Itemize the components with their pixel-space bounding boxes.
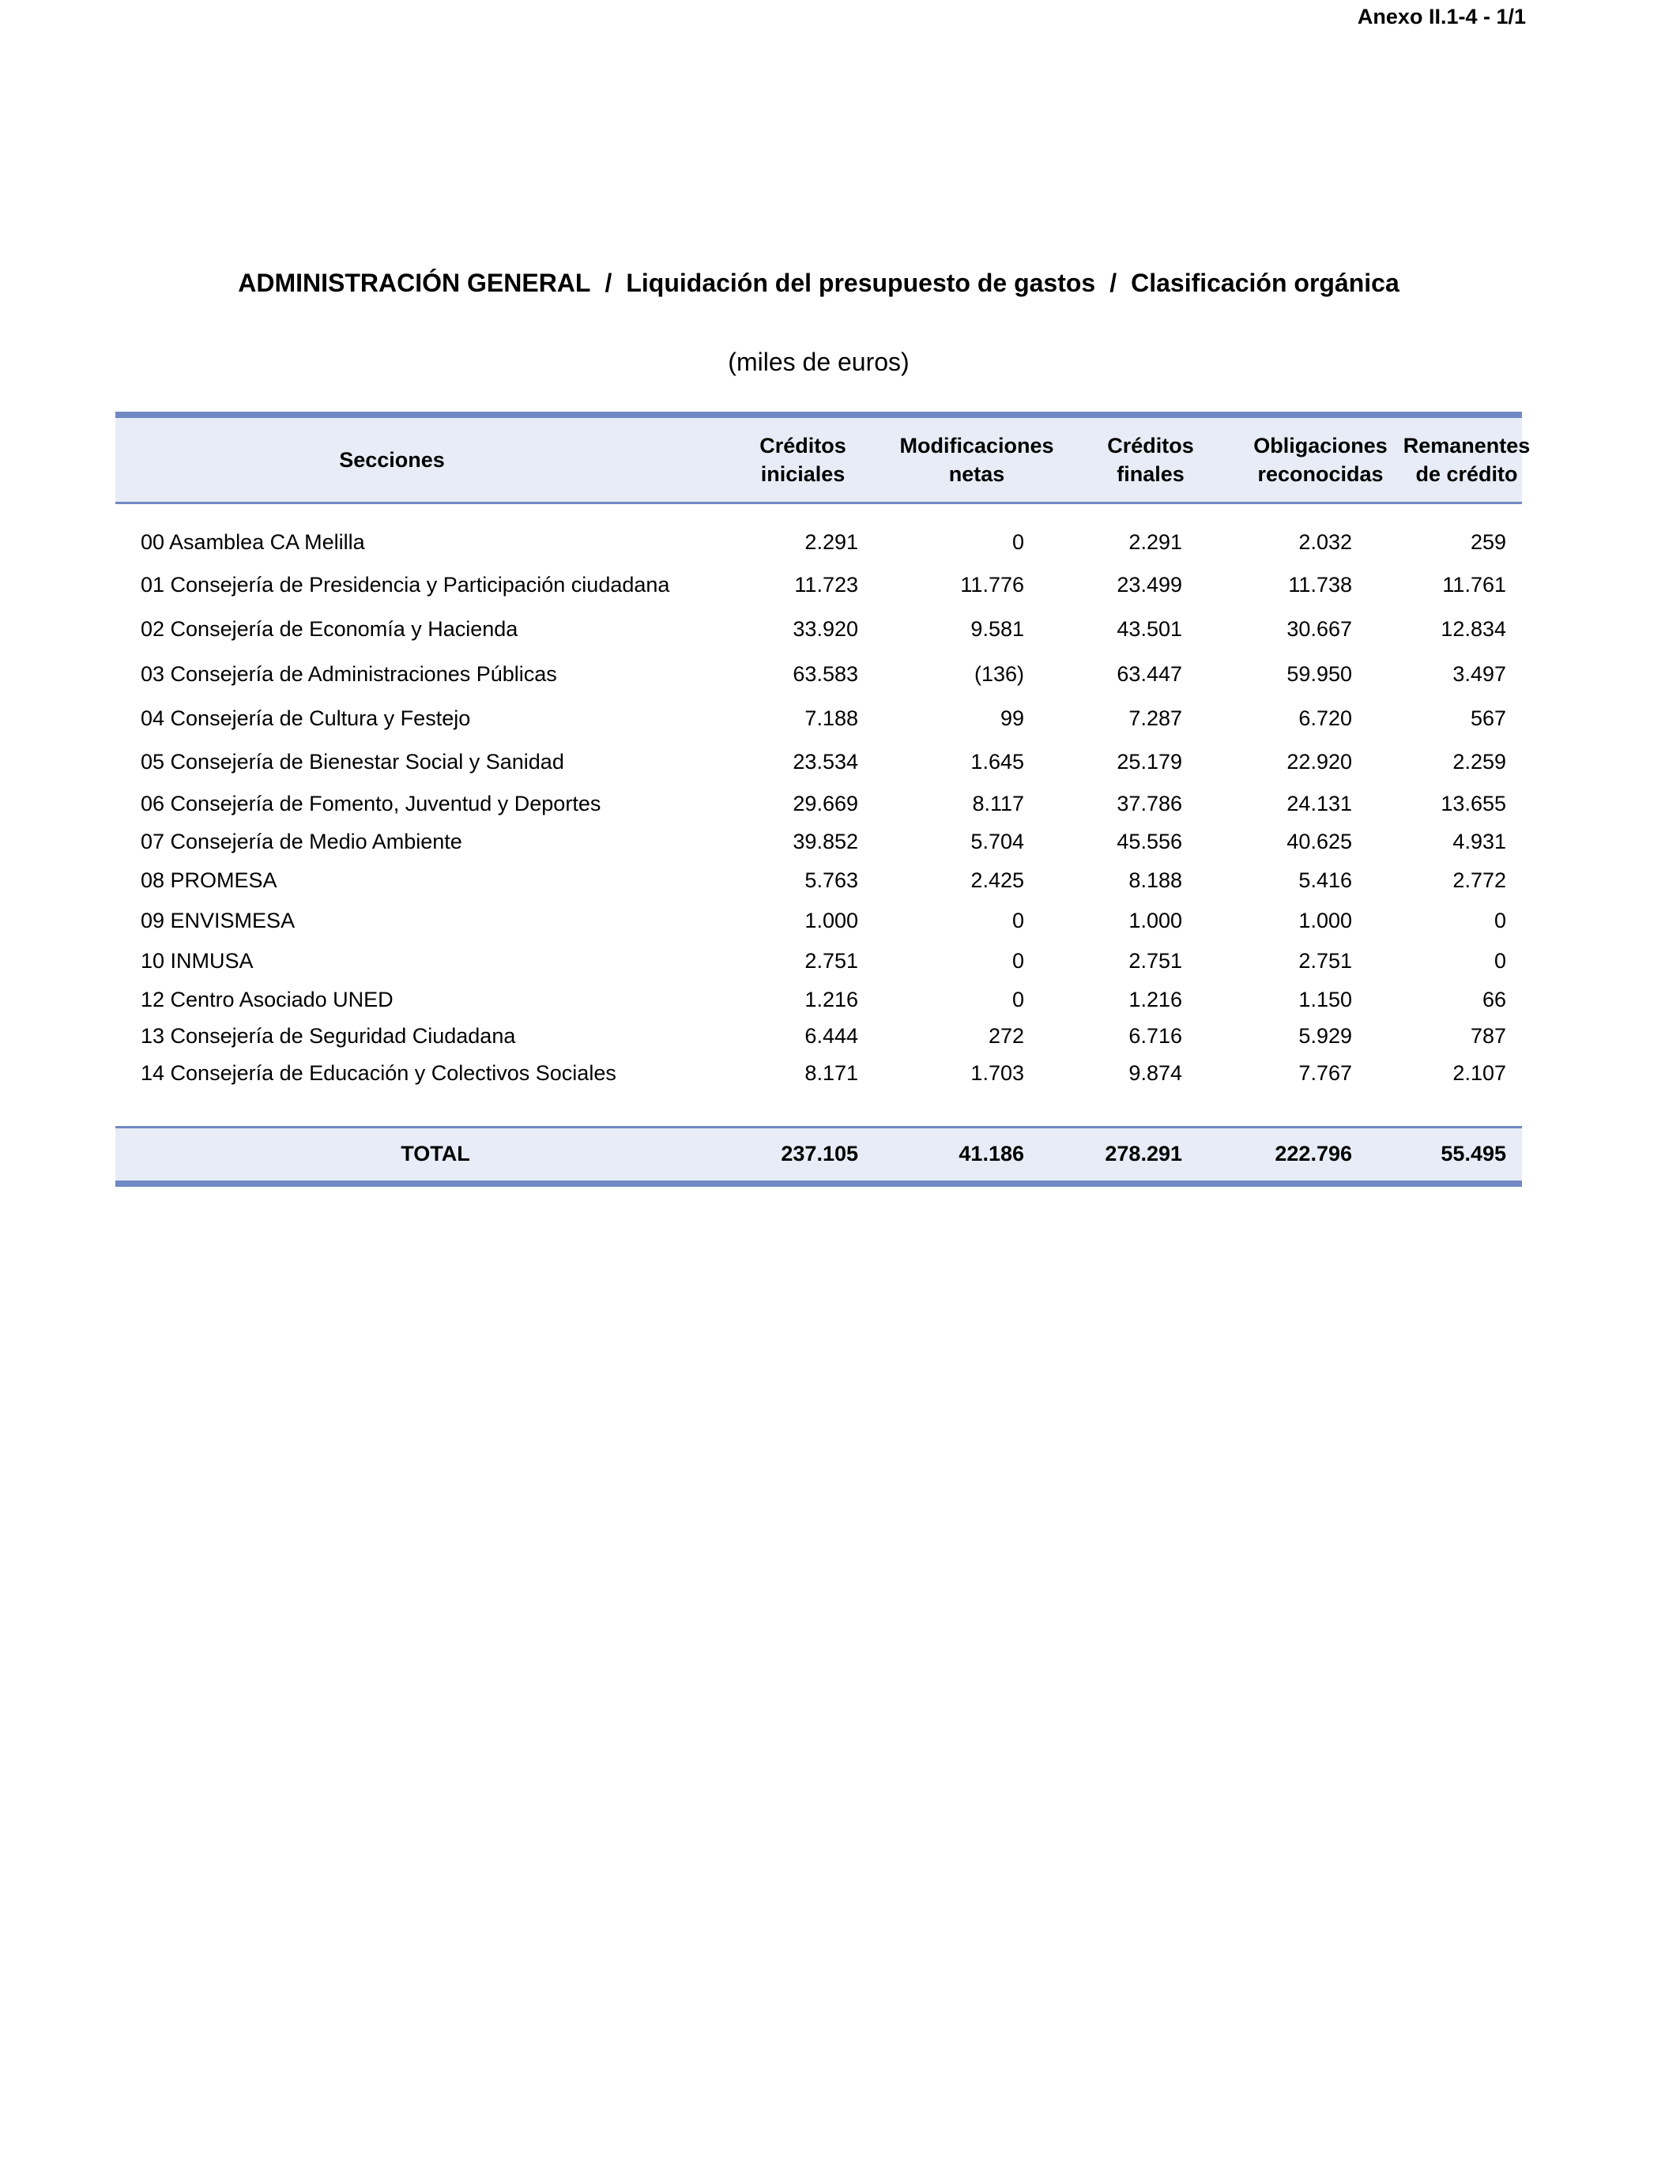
cell-obligaciones-reconocidas: 24.131	[1286, 792, 1352, 815]
header-obligaciones-reconocidas	[1230, 418, 1411, 502]
cell-creditos-iniciales: 1.216	[804, 988, 858, 1011]
header-line: Remanentes	[1403, 434, 1531, 458]
cell-remanentes-credito: 66	[1482, 988, 1506, 1011]
cell-creditos-finales: 23.499	[1117, 573, 1182, 597]
cell-obligaciones-reconocidas: 1.000	[1298, 909, 1352, 932]
table-row	[115, 988, 1522, 1019]
cell-obligaciones-reconocidas: 6.720	[1298, 706, 1352, 730]
cell-obligaciones-reconocidas: 1.150	[1298, 988, 1352, 1011]
cell-modificaciones-netas: 5.704	[970, 830, 1024, 853]
cell-creditos-finales: 43.501	[1117, 617, 1182, 641]
cell-modificaciones-netas: 272	[988, 1024, 1024, 1048]
cell-obligaciones-reconocidas: 11.738	[1288, 573, 1352, 597]
cell-creditos-iniciales: 8.171	[804, 1061, 858, 1085]
cell-remanentes-credito: 4.931	[1452, 830, 1506, 853]
header-modificaciones-netas	[878, 418, 1075, 502]
cell-seccion: 10 INMUSA	[141, 949, 254, 973]
cell-remanentes-credito: 2.772	[1452, 868, 1506, 892]
table-row	[115, 909, 1522, 940]
table-row	[115, 1061, 1522, 1093]
cell-modificaciones-netas: 1.645	[970, 750, 1024, 774]
cell-seccion: 05 Consejería de Bienestar Social y Sanidad	[141, 750, 564, 774]
cell-remanentes-credito: 0	[1494, 949, 1506, 973]
cell-obligaciones-reconocidas: 59.950	[1286, 662, 1352, 686]
cell-modificaciones-netas: 99	[1000, 706, 1024, 730]
cell-remanentes-credito: 2.107	[1452, 1061, 1506, 1085]
title-separator: /	[605, 269, 612, 297]
table-row	[115, 706, 1522, 738]
cell-creditos-finales: 25.179	[1117, 750, 1182, 774]
header-line: Modificaciones	[899, 434, 1054, 458]
cell-creditos-finales: 1.000	[1128, 909, 1182, 932]
table-row	[115, 949, 1522, 981]
header-line: de crédito	[1415, 462, 1518, 486]
cell-creditos-finales: 8.188	[1128, 868, 1182, 892]
header-secciones	[115, 418, 669, 502]
cell-seccion: 12 Centro Asociado UNED	[141, 988, 394, 1011]
cell-creditos-iniciales: 11.723	[794, 573, 858, 597]
total-obligaciones-reconocidas: 222.796	[1275, 1142, 1352, 1165]
cell-creditos-finales: 45.556	[1117, 830, 1182, 853]
cell-seccion: 09 ENVISMESA	[141, 909, 296, 932]
title-part-2: Liquidación del presupuesto de gastos	[626, 269, 1096, 297]
cell-creditos-iniciales: 6.444	[804, 1024, 858, 1048]
cell-creditos-iniciales: 39.852	[793, 830, 858, 853]
cell-remanentes-credito: 259	[1470, 530, 1506, 554]
table-row	[115, 573, 1522, 604]
cell-modificaciones-netas: 11.776	[960, 573, 1024, 597]
table-row	[115, 750, 1522, 781]
cell-creditos-finales: 2.751	[1128, 949, 1182, 973]
total-creditos-iniciales: 237.105	[781, 1142, 858, 1165]
header-line: Obligaciones	[1253, 434, 1388, 458]
cell-remanentes-credito: 2.259	[1452, 750, 1506, 774]
cell-creditos-iniciales: 7.188	[804, 706, 858, 730]
table-row	[115, 868, 1522, 900]
cell-seccion: 08 PROMESA	[141, 868, 277, 892]
cell-seccion: 13 Consejería de Seguridad Ciudadana	[141, 1024, 516, 1048]
cell-obligaciones-reconocidas: 22.920	[1286, 750, 1352, 774]
cell-modificaciones-netas: 0	[1011, 988, 1024, 1011]
cell-creditos-finales: 1.216	[1128, 988, 1182, 1011]
document-title	[115, 269, 1522, 298]
header-line: Créditos	[759, 434, 846, 458]
cell-creditos-iniciales: 23.534	[793, 750, 858, 774]
total-label: TOTAL	[401, 1142, 470, 1165]
table-row	[115, 830, 1522, 861]
cell-obligaciones-reconocidas: 5.929	[1298, 1024, 1352, 1048]
table-row	[115, 792, 1522, 823]
budget-table	[115, 412, 1531, 1165]
cell-creditos-finales: 37.786	[1117, 792, 1182, 815]
cell-seccion: 03 Consejería de Administraciones Públicas	[141, 662, 557, 686]
units-subtitle: (miles de euros)	[728, 348, 910, 376]
table-row	[115, 530, 1522, 562]
header-line: netas	[948, 462, 1005, 486]
cell-obligaciones-reconocidas: 2.751	[1298, 949, 1352, 973]
cell-seccion: 04 Consejería de Cultura y Festejo	[141, 706, 471, 730]
cell-remanentes-credito: 13.655	[1441, 792, 1506, 815]
cell-remanentes-credito: 0	[1494, 909, 1506, 932]
cell-remanentes-credito: 787	[1470, 1024, 1506, 1048]
total-modificaciones-netas: 41.186	[959, 1142, 1024, 1165]
cell-modificaciones-netas: (136)	[974, 662, 1024, 686]
annex-reference: Anexo II.1-4 - 1/1	[1357, 5, 1526, 28]
cell-modificaciones-netas: 8.117	[972, 792, 1024, 815]
title-part-1: ADMINISTRACIÓN GENERAL	[238, 269, 591, 297]
cell-modificaciones-netas: 9.581	[970, 617, 1024, 641]
header-remanentes-credito	[1403, 418, 1531, 502]
cell-seccion: 07 Consejería de Medio Ambiente	[141, 830, 462, 853]
cell-creditos-finales: 9.874	[1128, 1061, 1182, 1085]
header-line: iniciales	[760, 462, 846, 486]
cell-creditos-finales: 63.447	[1117, 662, 1182, 686]
cell-remanentes-credito: 567	[1470, 706, 1506, 730]
cell-obligaciones-reconocidas: 40.625	[1286, 830, 1352, 853]
table-top-rule	[115, 412, 1522, 418]
cell-modificaciones-netas: 1.703	[970, 1061, 1024, 1085]
title-part-3: Clasificación orgánica	[1131, 269, 1399, 297]
cell-seccion: 02 Consejería de Economía y Hacienda	[141, 617, 518, 641]
cell-creditos-iniciales: 5.763	[804, 868, 858, 892]
cell-creditos-iniciales: 63.583	[793, 662, 858, 686]
cell-creditos-iniciales: 29.669	[793, 792, 858, 815]
cell-modificaciones-netas: 0	[1011, 530, 1024, 554]
header-secciones-label: Secciones	[339, 448, 445, 472]
cell-modificaciones-netas: 0	[1011, 909, 1024, 932]
title-separator: /	[1109, 269, 1117, 297]
cell-creditos-finales: 6.716	[1128, 1024, 1182, 1048]
cell-creditos-iniciales: 2.751	[804, 949, 858, 973]
cell-seccion: 00 Asamblea CA Melilla	[141, 530, 365, 554]
total-creditos-finales: 278.291	[1105, 1142, 1182, 1165]
total-remanentes-credito: 55.495	[1441, 1142, 1506, 1165]
cell-creditos-iniciales: 1.000	[804, 909, 858, 932]
table-header	[115, 418, 1531, 504]
cell-obligaciones-reconocidas: 7.767	[1298, 1061, 1352, 1085]
cell-obligaciones-reconocidas: 30.667	[1286, 617, 1352, 641]
cell-creditos-finales: 7.287	[1128, 706, 1182, 730]
header-line: reconocidas	[1257, 462, 1384, 486]
table-row	[115, 662, 1522, 694]
header-creditos-finales	[1079, 418, 1222, 502]
cell-modificaciones-netas: 0	[1011, 949, 1024, 973]
cell-creditos-iniciales: 2.291	[804, 530, 858, 554]
cell-seccion: 06 Consejería de Fomento, Juventud y Deportes	[141, 792, 601, 815]
cell-obligaciones-reconocidas: 2.032	[1298, 530, 1352, 554]
header-line: Créditos	[1107, 434, 1194, 458]
cell-remanentes-credito: 11.761	[1442, 573, 1506, 597]
cell-modificaciones-netas: 2.425	[970, 868, 1024, 892]
cell-remanentes-credito: 12.834	[1441, 617, 1506, 641]
cell-obligaciones-reconocidas: 5.416	[1298, 868, 1352, 892]
header-line: finales	[1117, 462, 1185, 486]
cell-remanentes-credito: 3.497	[1452, 662, 1506, 686]
cell-seccion: 14 Consejería de Educación y Colectivos Sociales	[141, 1061, 616, 1085]
header-creditos-iniciales	[724, 418, 882, 502]
cell-seccion: 01 Consejería de Presidencia y Participación ciudadana	[141, 573, 670, 597]
total-row	[115, 1126, 1522, 1187]
table-row	[115, 1024, 1522, 1056]
cell-creditos-iniciales: 33.920	[793, 617, 858, 641]
cell-creditos-finales: 2.291	[1128, 530, 1182, 554]
table-row	[115, 617, 1522, 649]
